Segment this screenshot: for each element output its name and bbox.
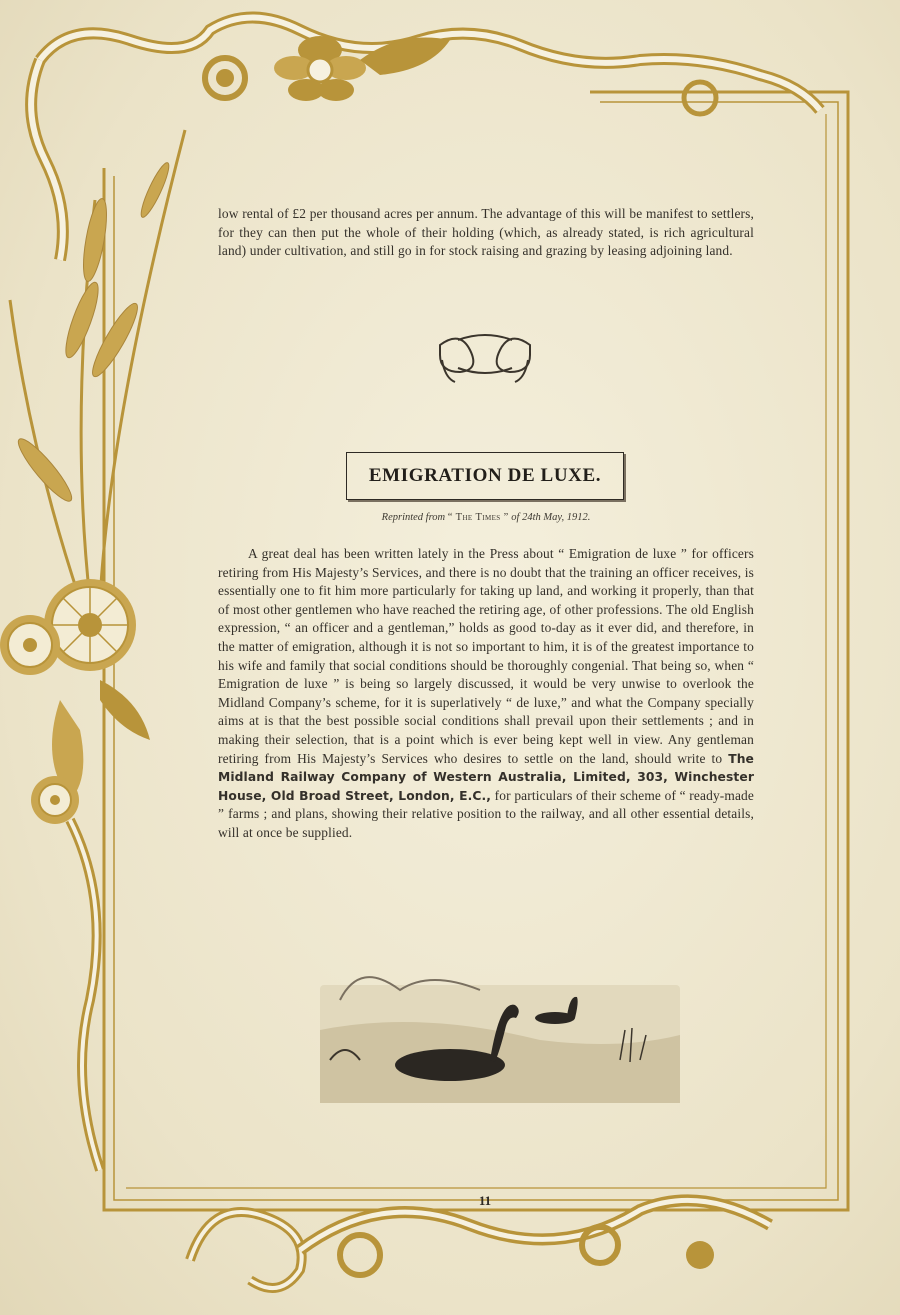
article-paragraph [218, 545, 754, 843]
article-closing: for particulars of their scheme of “ ready-made ” farms ; and plans, showing their relative position to the railway, and all other essential details, will at once be supplied. [218, 787, 755, 840]
top-paragraph: low rental of £2 per thousand acres per annum. The advantage of this will be manifest to settlers, for they can then put the whole of their holding (which, as already stated, is rich agricultural land) under cultivation, and still go in for stock raising and grazing by leasing adjoining land. [218, 206, 754, 259]
reprint-prefix: Reprinted from [381, 512, 448, 523]
page-title: EMIGRATION DE LUXE. [368, 465, 602, 486]
reprint-suffix: of 24th May, 1912. [508, 512, 591, 523]
company-address: The Midland Railway Company of Western Australia, Limited, 303, Winchester House, Old Broad Street, London, E.C., [218, 751, 754, 803]
black-swans-vignette [320, 977, 680, 1103]
page-number: 11 [478, 1193, 492, 1208]
reprint-source: “ The Times ” [447, 512, 509, 523]
bottom-scroll-ornament [190, 1200, 770, 1288]
wheat-sheaf [10, 130, 185, 600]
reprint-note [218, 512, 754, 523]
celtic-knot-ornament [440, 335, 530, 382]
article-body: A great deal has been written lately in the Press about “ Emigration de luxe ” for officers retiring from His Majesty’s Services, and there is no doubt that the training an officer receives, is essentially one to fit him more particularly for taking up land, and working it properly, than that of most other gentlemen who have reached the retiring age, of other professions. The old English expression, “ an officer and a gentleman,” holds as good to-day as it ever did, and therefore, in the matter of emigration, although it is not so important to him, it is of the greatest importance to his wife and family that social conditions should be thoroughly congenial. That being so, when “ Emigration de luxe ” is being so largely discussed, it would be very unwise to overlook the Midland Company’s scheme, for it is superlatively “ de luxe,” and what the Company specially aims at is that the best possible social conditions shall prevail upon their settlements ; and in making their selection, that is a point which is ever being kept well in view. Any gentleman retiring from His Majesty’s Services who desires to settle on the land, should write to [218, 546, 754, 766]
title-box [346, 452, 624, 500]
left-flower-cluster [0, 579, 150, 1170]
